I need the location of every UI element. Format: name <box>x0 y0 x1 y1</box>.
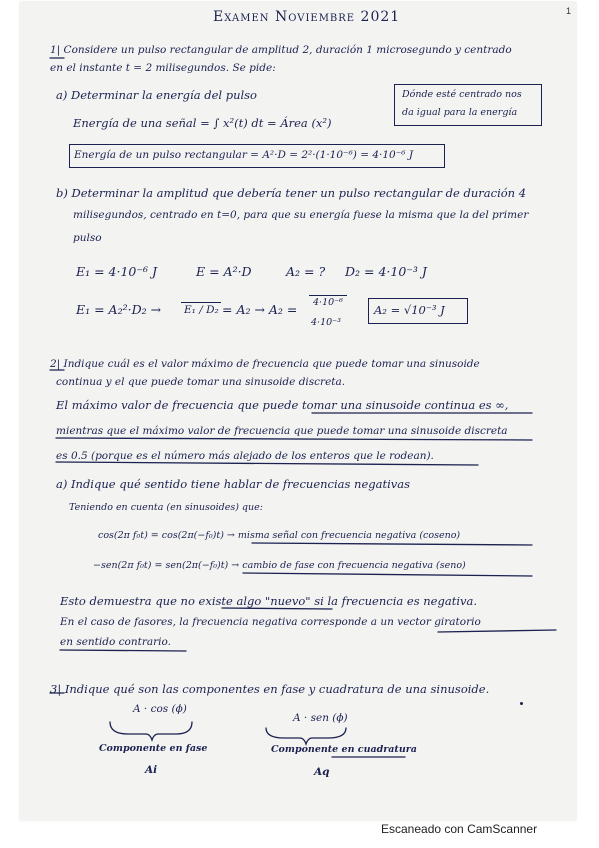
q1-statement-line2: en el instante t = 2 milisegundos. Se pide: <box>50 62 276 74</box>
q2-answer-underline2 <box>56 438 532 440</box>
q2-statement-line2: continua y el que puede tomar una sinusoide discreta. <box>56 376 346 388</box>
q2-answer-line2: mientras que el máximo valor de frecuencia que puede tomar una sinusoide discreta <box>56 425 508 437</box>
q1-derivation-sqrt: E₁ / D₂ <box>181 302 221 316</box>
q3-phase-label: Componente en fase <box>99 743 208 754</box>
q2-sine-underline <box>243 573 532 576</box>
q1-note-line2: da igual para la energía <box>402 107 518 118</box>
q3-phase-brace <box>110 722 192 740</box>
q1-value-e1: E₁ = 4·10⁻⁶ J <box>76 264 157 279</box>
q3-phase-symbol: Ai <box>145 764 158 776</box>
q1-amplitude-result: A₂ = √10⁻³ J <box>374 303 445 317</box>
q1b-line2: milisegundos, centrado en t=0, para que su energía fuese la misma que la del primer <box>73 209 529 221</box>
q2-answer-line3: es 0.5 (porque es el número más alejado de los enteros que le rodean). <box>56 450 434 462</box>
page-number: 1 <box>566 6 572 16</box>
q1-note-line1: Dónde esté centrado nos <box>402 89 522 100</box>
q2a-title: a) Indique qué sentido tiene hablar de frecuencias negativas <box>56 477 411 491</box>
page-title: Examen Noviembre 2021 <box>213 9 401 25</box>
q2-conclusion-line2: En el caso de fasores, la frecuencia negativa corresponde a un vector giratorio <box>60 616 481 628</box>
q2-conclusion-line3: en sentido contrario. <box>60 636 171 648</box>
q3-statement: 3| Indique qué son las componentes en fase y cuadratura de una sinusoide. <box>50 682 490 696</box>
q2a-sine-line: −sen(2π f₀t) = sen(2π(−f₀)t) → cambio de fase con frecuencia negativa (seno) <box>93 560 466 571</box>
q1-value-d2: D₂ = 4·10⁻³ J <box>345 264 427 279</box>
q3-quadrature-brace <box>266 728 346 744</box>
q2-conclusion-underline1 <box>222 608 332 609</box>
q3-quadrature-symbol: Aq <box>314 766 330 778</box>
q2a-cosine-line: cos(2π f₀t) = cos(2π(−f₀)t) → misma señal con frecuencia negativa (coseno) <box>98 530 461 541</box>
q1b-line3: pulso <box>73 232 102 244</box>
q1-value-e: E = A²·D <box>196 264 252 279</box>
q2a-intro: Teniendo en cuenta (en sinusoides) que: <box>69 502 263 513</box>
q1-energy-result: Energía de un pulso rectangular = A²·D = 2²·(1·10⁻⁶) = 4·10⁻⁶ J <box>74 149 414 161</box>
q2-conclusion-underline2 <box>60 650 186 651</box>
q1-derivation-middle: = A₂ → A₂ = <box>222 302 298 317</box>
scanner-footer: Escaneado con CamScanner <box>381 822 538 836</box>
q3-phase-expression: A · cos (ϕ) <box>133 703 187 715</box>
q1-statement-line1: 1| Considere un pulso rectangular de amplitud 2, duración 1 microsegundo y centrado <box>50 44 512 56</box>
q1-derivation-numerator: 4·10⁻⁶ <box>309 295 347 308</box>
q1b-line1: b) Determinar la amplitud que debería tener un pulso rectangular de duración 4 <box>56 186 527 200</box>
q1-energy-definition: Energía de una señal = ∫ x²(t) dt = Área (x²) <box>73 116 332 130</box>
q3-quadrature-label: Componente en cuadratura <box>271 744 417 755</box>
q2-answer-underline3 <box>56 462 478 465</box>
q2-answer-line1: El máximo valor de frecuencia que puede tomar una sinusoide continua es ∞, <box>56 398 509 412</box>
q1a-title: a) Determinar la energía del pulso <box>56 88 257 102</box>
q2-statement-line1: 2| Indique cuál es el valor máximo de frecuencia que puede tomar una sinusoide <box>50 358 480 370</box>
q2-conclusion-underline3 <box>438 630 556 632</box>
q1-derivation-denominator: 4·10⁻³ <box>311 317 341 328</box>
q2-conclusion-line1: Esto demuestra que no existe algo "nuevo" si la frecuencia es negativa. <box>60 594 478 608</box>
q1-derivation-start: E₁ = A₂²·D₂ → <box>76 302 162 317</box>
q2-cosine-underline <box>252 543 532 545</box>
q1-value-a2: A₂ = ? <box>286 264 326 279</box>
q3-quadrature-expression: A · sen (ϕ) <box>293 712 348 724</box>
